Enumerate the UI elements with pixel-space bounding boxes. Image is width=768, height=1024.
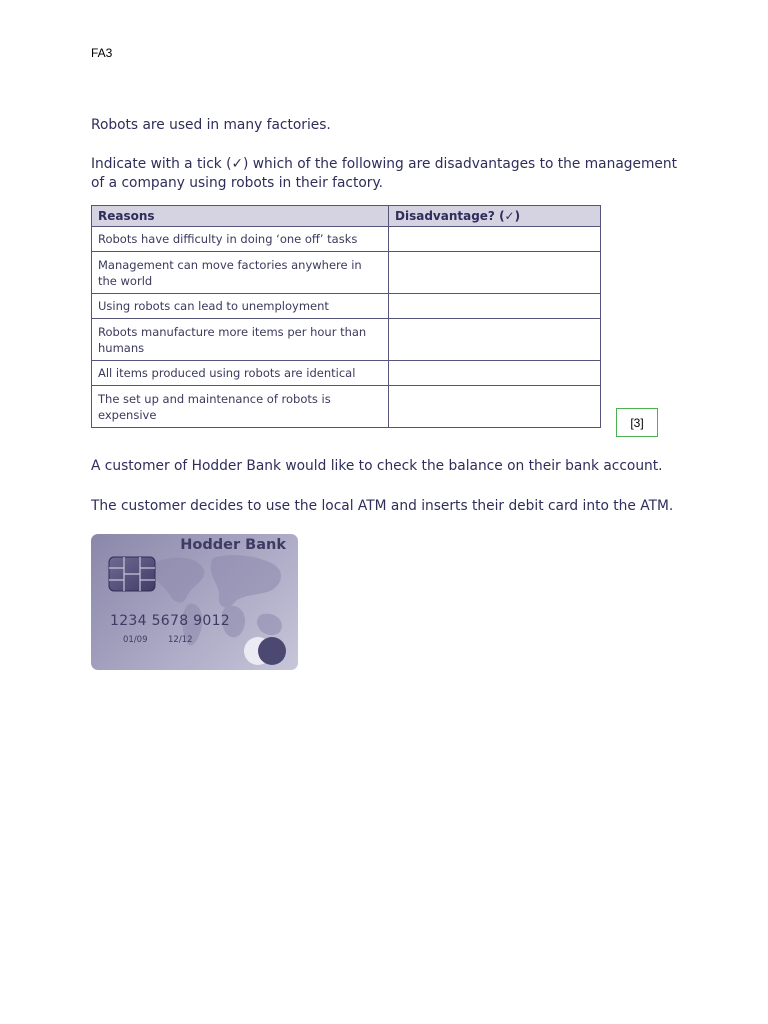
tick-cell[interactable] — [389, 252, 601, 294]
card-number: 1234 5678 9012 — [110, 613, 230, 629]
reason-cell: Robots have difficulty in doing ‘one off’ tasks — [92, 227, 389, 252]
reason-cell: The set up and maintenance of robots is expensive — [92, 386, 389, 428]
table-row — [92, 294, 601, 319]
reason-cell: Robots manufacture more items per hour than humans — [92, 319, 389, 361]
header-disadvantage: Disadvantage? (✓) — [389, 206, 601, 227]
atm-text: The customer decides to use the local ATM and inserts their debit card into the ATM. — [91, 498, 674, 514]
reasons-table — [91, 205, 601, 428]
reason-cell: Management can move factories anywhere in the world — [92, 252, 389, 294]
tick-cell[interactable] — [389, 319, 601, 361]
marks-box: [3] — [616, 408, 658, 437]
card-chip-icon — [108, 556, 156, 592]
tick-cell[interactable] — [389, 386, 601, 428]
table-row — [92, 361, 601, 386]
table-row — [92, 319, 601, 361]
tick-cell[interactable] — [389, 227, 601, 252]
question-instruction: Indicate with a tick (✓) which of the following are disadvantages to the management of a company using robots in their factory. — [91, 156, 677, 191]
card-network-logo-icon — [241, 635, 291, 667]
table-row — [92, 252, 601, 294]
header-reasons: Reasons — [92, 206, 389, 227]
card-valid-from: 01/09 — [123, 635, 148, 645]
page-code: FA3 — [91, 46, 113, 60]
table-row — [92, 227, 601, 252]
tick-cell[interactable] — [389, 361, 601, 386]
card-expiry: 12/12 — [168, 635, 193, 645]
card-bank-name: Hodder Bank — [180, 537, 286, 553]
tick-cell[interactable] — [389, 294, 601, 319]
table-row — [92, 386, 601, 428]
reason-cell: Using robots can lead to unemployment — [92, 294, 389, 319]
debit-card-image — [91, 534, 298, 670]
table-header-row — [92, 206, 601, 227]
intro-text: Robots are used in many factories. — [91, 117, 331, 133]
reason-cell: All items produced using robots are identical — [92, 361, 389, 386]
customer-text: A customer of Hodder Bank would like to check the balance on their bank account. — [91, 458, 663, 474]
